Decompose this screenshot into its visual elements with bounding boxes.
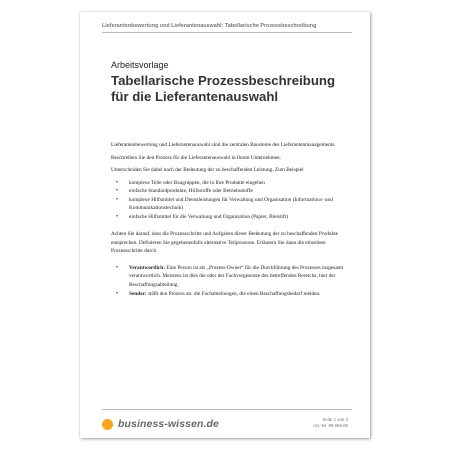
footer-divider <box>102 409 352 410</box>
paragraph-distinguish: Unterscheiden Sie dabei nach der Bedeutung der zu beschaffenden Leistung. Zum Beispiel <box>111 167 304 173</box>
list-item <box>116 196 347 213</box>
paragraph-describe: Beschreiben Sie den Prozess für die Lieferantenauswahl in Ihrem Unternehmen. <box>111 154 282 161</box>
role-term: Verantwortlich: <box>129 264 165 271</box>
list-item-text: komplexe Teile oder Baugruppen, die in Ihre Produkte eingehen <box>129 179 265 186</box>
page-number: Seite 1 von 3 <box>322 417 348 422</box>
document-title: Tabellarische Prozessbeschreibung für die Lieferantenauswahl <box>111 73 336 104</box>
bullet-icon: • <box>116 196 119 203</box>
role-term: Sender: <box>129 291 147 297</box>
bullet-icon: • <box>116 213 119 220</box>
document-type: Arbeitsvorlage <box>111 60 169 70</box>
header-divider <box>102 32 352 33</box>
list-item <box>116 290 347 299</box>
example-list <box>111 179 347 222</box>
business-wissen-logo <box>102 416 219 432</box>
list-item-text: komplexe Hilfsmittel und Dienstleistungen für Verwaltung und Organisation (Informations- und Kommunikationstechnik) <box>129 196 333 211</box>
bullet-icon: • <box>116 291 119 297</box>
role-description: stößt den Prozess an: die Fachabteilungen, die einen Beschaffungsbedarf melden. <box>146 291 321 297</box>
bullet-icon: • <box>116 188 119 194</box>
paragraph-instructions: Achten Sie darauf, dass die Prozessschritte und Aufgaben dieser Bedeutung der zu beschaffenden Produkte entsprechen. Definieren Sie gegebenenfalls alternative Teilprozesse. Erläutern Sie dann die einzelnen Prozessschritte durch <box>111 231 339 254</box>
paragraph-intro: Lieferantenbewertung und Lieferantenauswahl sind die zentralen Bausteine des Lieferantenmanagements. <box>111 142 336 148</box>
logo-text: business-wissen.de <box>118 418 220 430</box>
list-item <box>116 264 347 290</box>
list-item <box>116 179 347 188</box>
list-item <box>116 187 347 196</box>
article-number: Art.-Nr. 99.069.05 <box>313 423 348 429</box>
list-item-text: einfache Hilfsmittel für die Verwaltung und Organisation (Papier, Bleistift) <box>129 213 288 220</box>
running-header: Lieferantenbewertung und Lieferantenauswahl: Tabellarische Prozessbeschreibung <box>102 23 317 29</box>
document-page <box>80 12 370 438</box>
role-description: Eine Person ist als „Prozess-Owner“ für die Durchführung des Prozesses insgesamt verantwortlich. Meistens ist dies die oder der Fachvorgesetzte des betreffenden Bereichs; hier der Beschaffungsabteilung. <box>129 264 344 288</box>
bullet-icon: • <box>116 179 119 186</box>
bullet-icon: • <box>116 264 119 271</box>
role-list <box>111 264 347 299</box>
document-body <box>111 141 347 308</box>
page-info <box>313 417 348 430</box>
list-item <box>116 213 347 222</box>
list-item-text: einfache Standardprodukte, Hilfsstoffe oder Betriebsstoffe <box>129 188 253 194</box>
logo-dot-icon <box>102 419 113 430</box>
